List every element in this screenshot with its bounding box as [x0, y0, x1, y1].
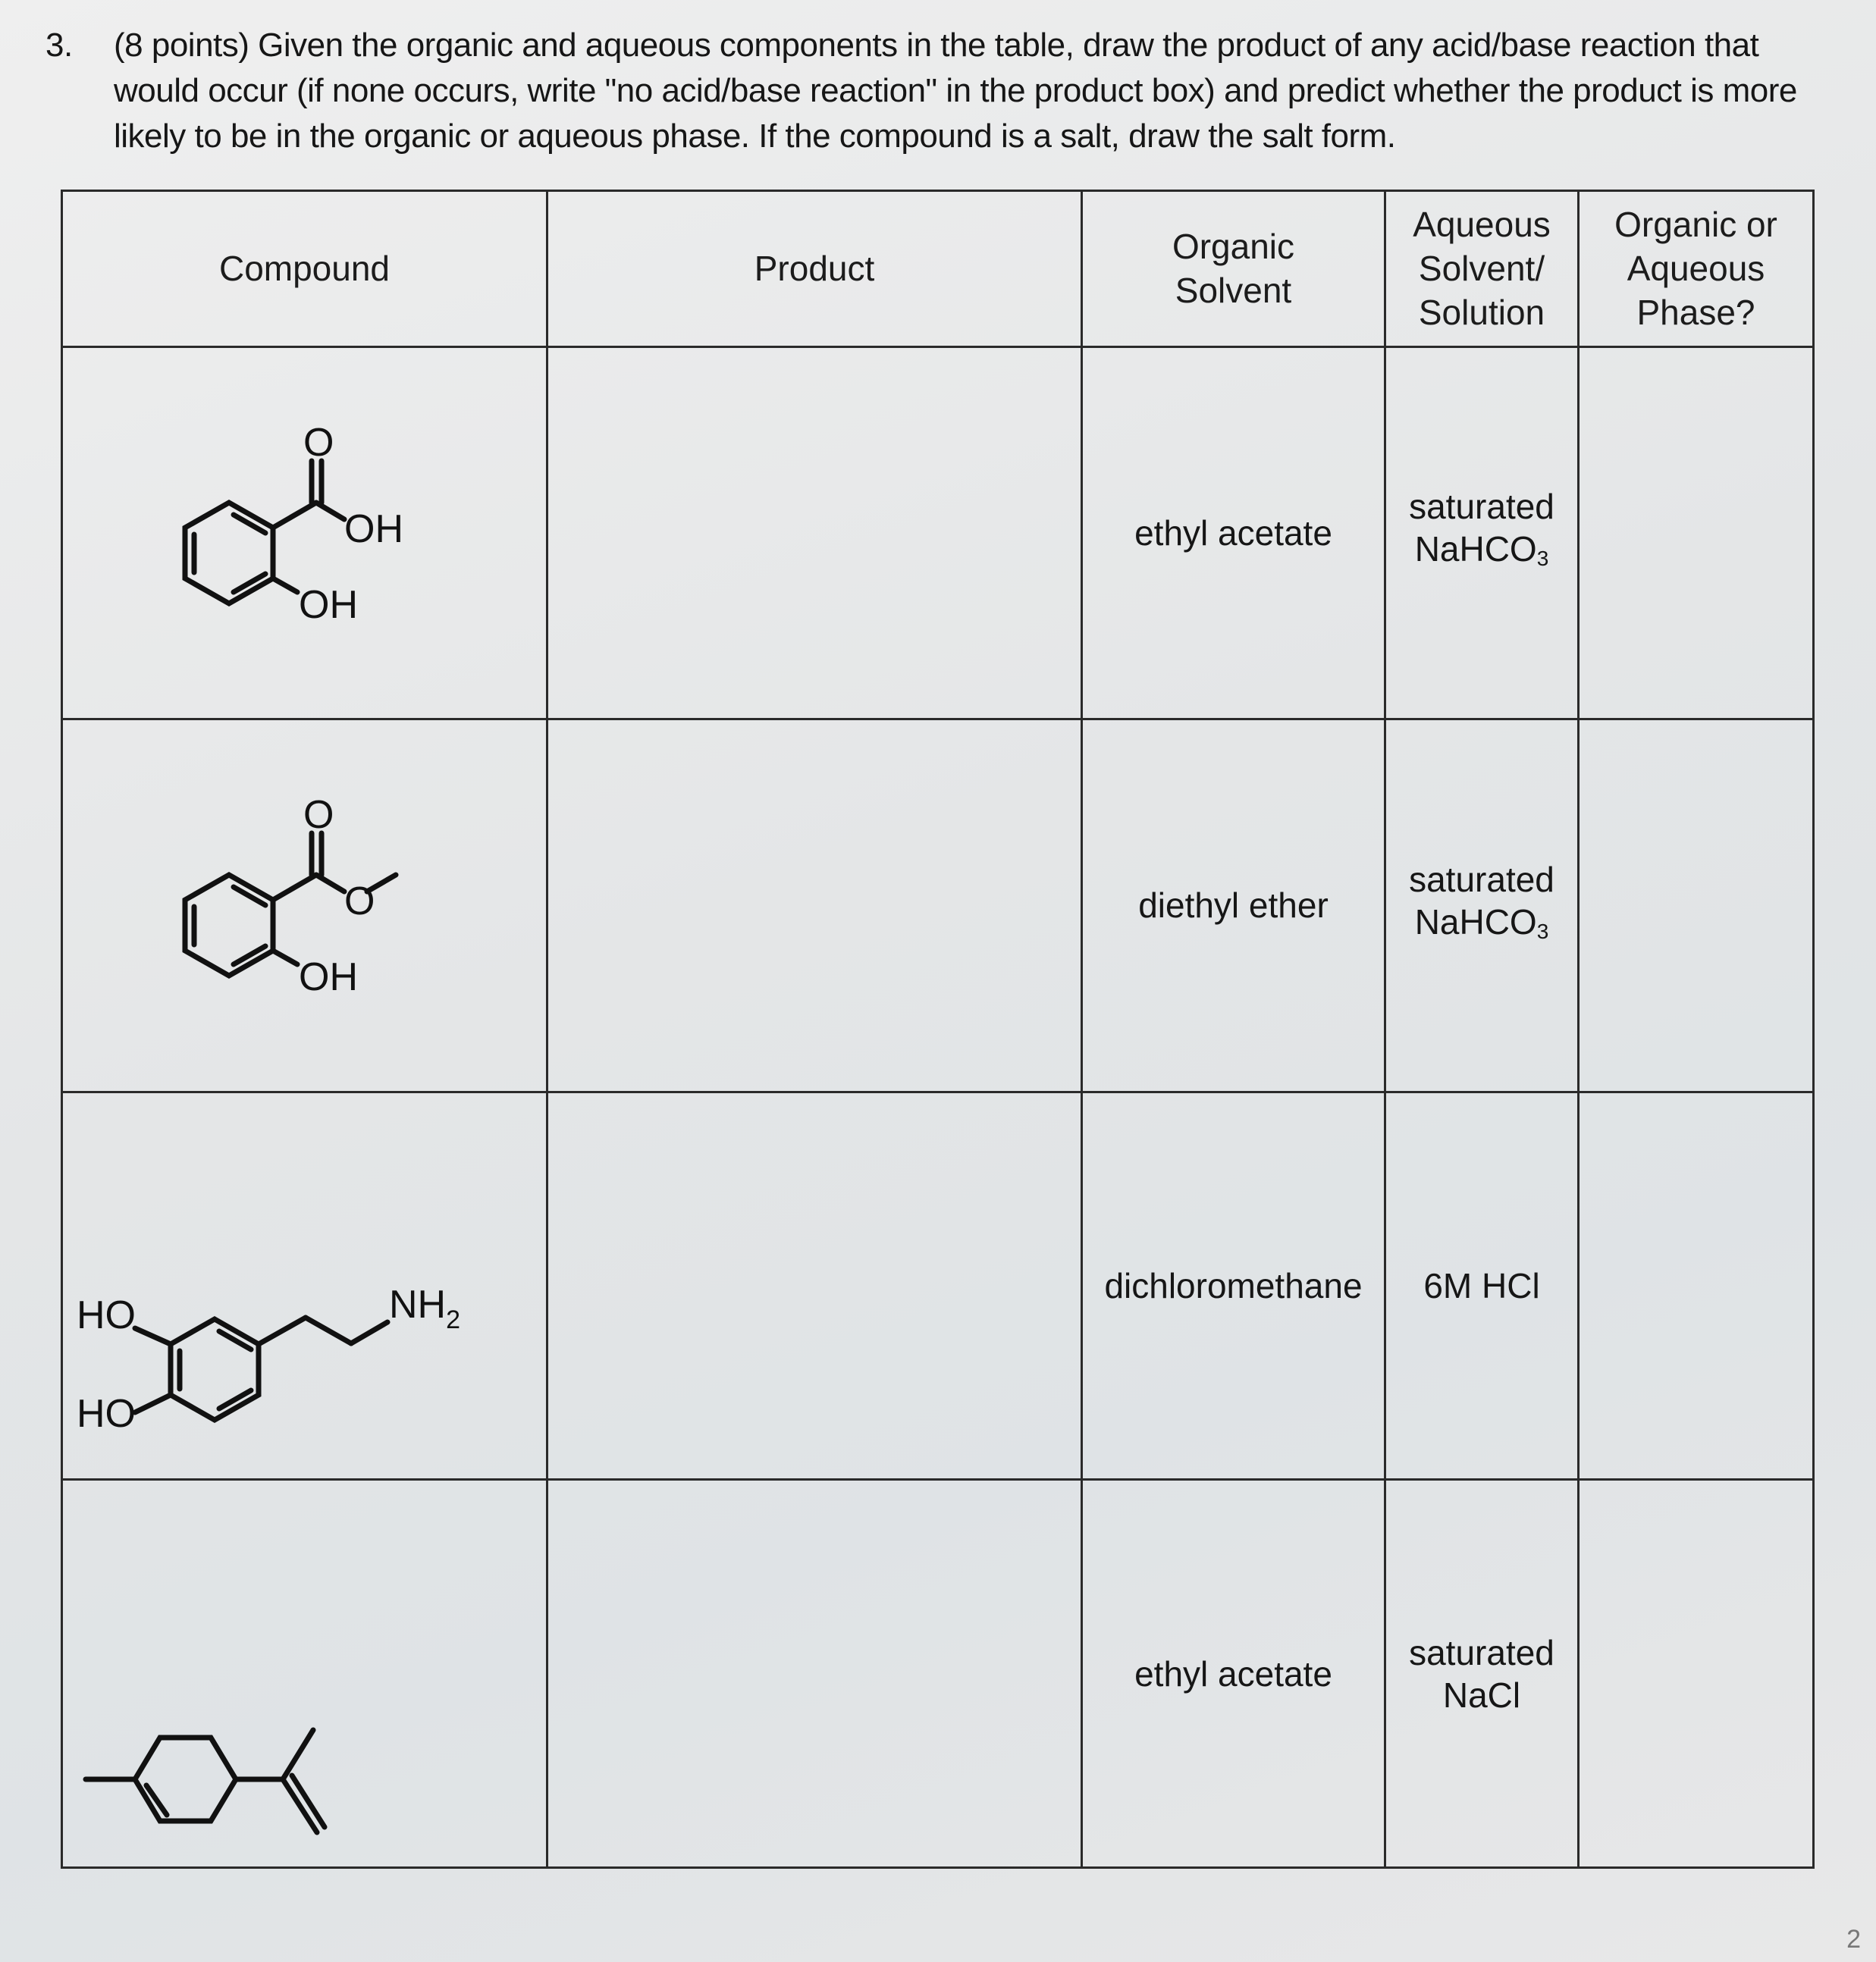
- question-text: (8 points) Given the organic and aqueous components in the table, draw the product of any acid/base reaction that would occur (if none occurs, write "no acid/base reaction" in the product box) and predict whether the product is more likely to be in the organic or aqueous phase. If the compound is a salt, draw the salt form.: [114, 27, 1797, 155]
- header-compound: Compound: [62, 191, 547, 347]
- product-answer-box[interactable]: [547, 346, 1082, 719]
- compound-cell: [62, 1480, 547, 1868]
- header-aqueous-solution: Aqueous Solvent/ Solution: [1385, 191, 1579, 347]
- organic-solvent-cell: ethyl acetate: [1082, 1480, 1385, 1868]
- ho-bottom-label: HO: [77, 1392, 136, 1437]
- aqueous-solution-cell: saturated NaHCO$_3$: [1385, 346, 1579, 719]
- ho-top-label: HO: [77, 1293, 136, 1338]
- phase-answer-box[interactable]: [1579, 1092, 1814, 1480]
- acid-oh-label: OH: [344, 506, 403, 551]
- aqueous-solution-cell: saturated NaHCO$_3$: [1385, 719, 1579, 1092]
- product-answer-box[interactable]: [547, 719, 1082, 1092]
- question-number: 3.: [45, 27, 73, 64]
- product-answer-box[interactable]: [547, 1092, 1082, 1480]
- phase-answer-box[interactable]: [1579, 1480, 1814, 1868]
- table-row: [62, 1092, 1814, 1480]
- compound-cell: [62, 346, 547, 719]
- methyl-salicylate-structure: [146, 791, 464, 1019]
- aqueous-solution-cell: 6M HCl: [1385, 1092, 1579, 1480]
- amine-label: $NH_2$: [389, 1283, 461, 1335]
- table-row: [62, 1480, 1814, 1868]
- organic-solvent-cell: ethyl acetate: [1082, 346, 1385, 719]
- header-phase: Organic or Aqueous Phase?: [1579, 191, 1814, 347]
- aqueous-solution-cell: saturated NaCl: [1385, 1480, 1579, 1868]
- compound-cell: [62, 719, 547, 1092]
- phenol-oh-label: OH: [298, 582, 358, 627]
- compound-cell: [62, 1092, 547, 1480]
- table-row: [62, 346, 1814, 719]
- page-number: 2: [1846, 1925, 1861, 1954]
- carbonyl-o-label: O: [303, 793, 334, 838]
- product-answer-box[interactable]: [547, 1480, 1082, 1868]
- header-product: Product: [547, 191, 1082, 347]
- header-organic-solvent: Organic Solvent: [1082, 191, 1385, 347]
- salicylic-acid-structure: [146, 419, 464, 647]
- organic-solvent-cell: dichloromethane: [1082, 1092, 1385, 1480]
- header-row: [62, 191, 1814, 347]
- acid-base-table: [61, 190, 1815, 1869]
- phase-answer-box[interactable]: [1579, 346, 1814, 719]
- table-row: [62, 719, 1814, 1092]
- organic-solvent-cell: diethyl ether: [1082, 719, 1385, 1092]
- carbonyl-o-label: O: [303, 420, 334, 465]
- dopamine-structure: [63, 1258, 518, 1471]
- ester-o-label: O: [344, 879, 375, 924]
- phase-answer-box[interactable]: [1579, 719, 1814, 1092]
- phenol-oh-label: OH: [298, 955, 358, 1000]
- limonene-structure: [63, 1715, 381, 1844]
